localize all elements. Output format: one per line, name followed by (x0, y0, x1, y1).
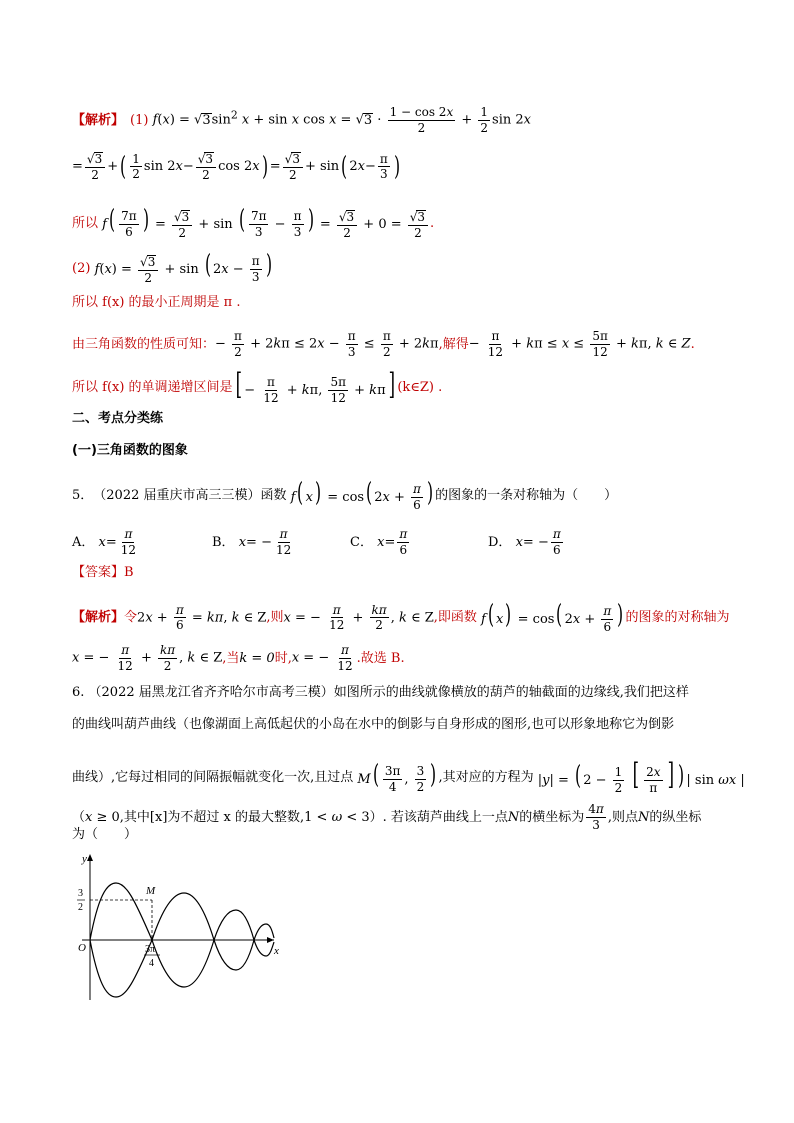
solution-line-5: 所以 f(x) 的最小正周期是 π . (72, 295, 241, 310)
part-2-label: (2) (72, 260, 91, 276)
gourd-curve-graph (68, 848, 288, 1008)
tail-curve (254, 924, 274, 940)
section-heading: 二、考点分类练 (72, 411, 164, 426)
origin-label: O (78, 942, 86, 954)
question-6-line-5: 为（ ） (72, 827, 138, 842)
solution-line-3: 所以 f( $\frac{7\pi}{6}$ ) = $\frac{√3}{2}$ + sin ( $\frac{7\pi}{3}$ − $\frac{\pi}{3}$ ) = $\frac{√3}{2}$ + 0 = $\frac{√3}{2}$ . (72, 205, 435, 240)
question-5-solution-line-2: x = − $\frac{\pi}{12}$ + $\frac{k\pi}{2}$ , k ∈ Z ,当 k = 0 时, x = − $\frac{\pi}{12}$ .故选 B. (72, 643, 405, 673)
y-axis-label: y (82, 853, 87, 865)
y-tick-denominator: 2 (78, 902, 83, 913)
solution-line-4: (2) f(x) = $\frac{√3}{2}$ + sin ( 2x − $\frac{\pi}{3}$ ) (72, 250, 272, 285)
so-text: 所以 (72, 215, 99, 231)
question-5-solution-line-1: 【解析】 令 2x + $\frac{\pi}{6}$ = kπ, k ∈ Z ,则 x = − $\frac{\pi}{12}$ + $\frac{k\pi}{2}$ , k ∈ Z ,即函数 f( x) = cos( 2x + $\frac{\pi}{6}$ ) 的图象的对称轴为 (72, 600, 730, 634)
x-axis-arrow (267, 937, 274, 943)
question-5-options (72, 528, 565, 556)
question-6-line-3: 曲线）,它每过相同的间隔振幅就变化一次,且过点 M( $\frac{3\pi}{4}$ , $\frac{3}{2}$ ) ,其对应的方程为 |y| = ( 2 − $\frac{1}{2}$ [ $\frac{2x}{\pi}$ ] ) | sin ωx | (72, 757, 745, 795)
x-tick-numerator: 3π (145, 944, 156, 955)
tail-curve-lower (254, 940, 274, 956)
solution-line-1: 【解析】 (1) $f(x) = √3\sin^2$ x + sin x cos x = √3 · $\frac{1 - \cos 2x}{2}$ + $\frac{1}{2}$ sin 2x (72, 105, 531, 135)
question-5-stem: 5． （2022 届重庆市高三三模） 函数 f( x) = cos( 2x + $\frac{\pi}{6}$ ) 的图象的一条对称轴为（ ） (72, 478, 618, 512)
part-1-label: (1) (130, 112, 149, 128)
question-6-line-2: 的曲线叫葫芦曲线（也像湖面上高低起伏的小岛在水中的倒影与自身形成的图形,也可以形象地称它为倒影 (72, 717, 675, 732)
question-6-line-1: 6. （2022 届黑龙江省齐齐哈尔市高考三模）如图所示的曲线就像横放的葫芦的轴截面的边缘线,我们把这样 (72, 685, 689, 700)
option-d[interactable]: D． x = − $\frac{\pi}{6}$ (488, 527, 561, 557)
x-tick-denominator: 4 (149, 958, 154, 969)
y-tick-numerator: 3 (78, 888, 83, 899)
solution-line-2: = $\frac{√3}{2}$ + ( $\frac{1}{2}$ sin 2 x − $\frac{√3}{2}$ cos 2 x ) = $\frac{√3}{2}$ + sin ( 2 x − $\frac{\pi}{3}$ ) (72, 151, 400, 182)
y-axis-arrow (87, 854, 93, 861)
option-c[interactable]: C． x = $\frac{\pi}{6}$ (350, 527, 408, 557)
question-source: （2022 届重庆市高三三模） (93, 488, 261, 504)
option-b[interactable]: B． x = − $\frac{\pi}{12}$ (212, 527, 292, 557)
subsection-heading: (一)三角函数的图象 (72, 443, 188, 458)
question-5-answer: 【答案】B (72, 565, 134, 580)
option-a[interactable]: A． x = $\frac{\pi}{12}$ (72, 527, 137, 557)
point-m-label: M (146, 885, 156, 897)
solution-line-7: 所以 f(x) 的单调递增区间是 [ − $\frac{\pi}{12}$ + kπ, $\frac{5\pi}{12}$ + kπ] (k∈Z) . (72, 367, 443, 405)
question-number: 5． (72, 488, 94, 504)
x-axis-label: x (274, 945, 279, 957)
solution-tag: 【解析】 (72, 112, 125, 128)
solution-line-6: 由三角函数的性质可知： − $\frac{\pi}{2}$ + 2kπ ≤ 2x − $\frac{\pi}{3}$ ≤ $\frac{\pi}{2}$ + 2kπ ,解得 − $\frac{\pi}{12}$ + kπ ≤ x ≤ $\frac{5\pi}{12}$ + kπ, k ∈ Z . (72, 329, 695, 359)
question-6-line-4: （ x ≥ 0 ,其中[x]为不超过 x 的最大整数, 1 < ω < 3 ）. 若该葫芦曲线上一点 N 的横坐标为 $\frac{4\pi}{3}$ ,则点 N 的纵坐标 (72, 802, 702, 832)
